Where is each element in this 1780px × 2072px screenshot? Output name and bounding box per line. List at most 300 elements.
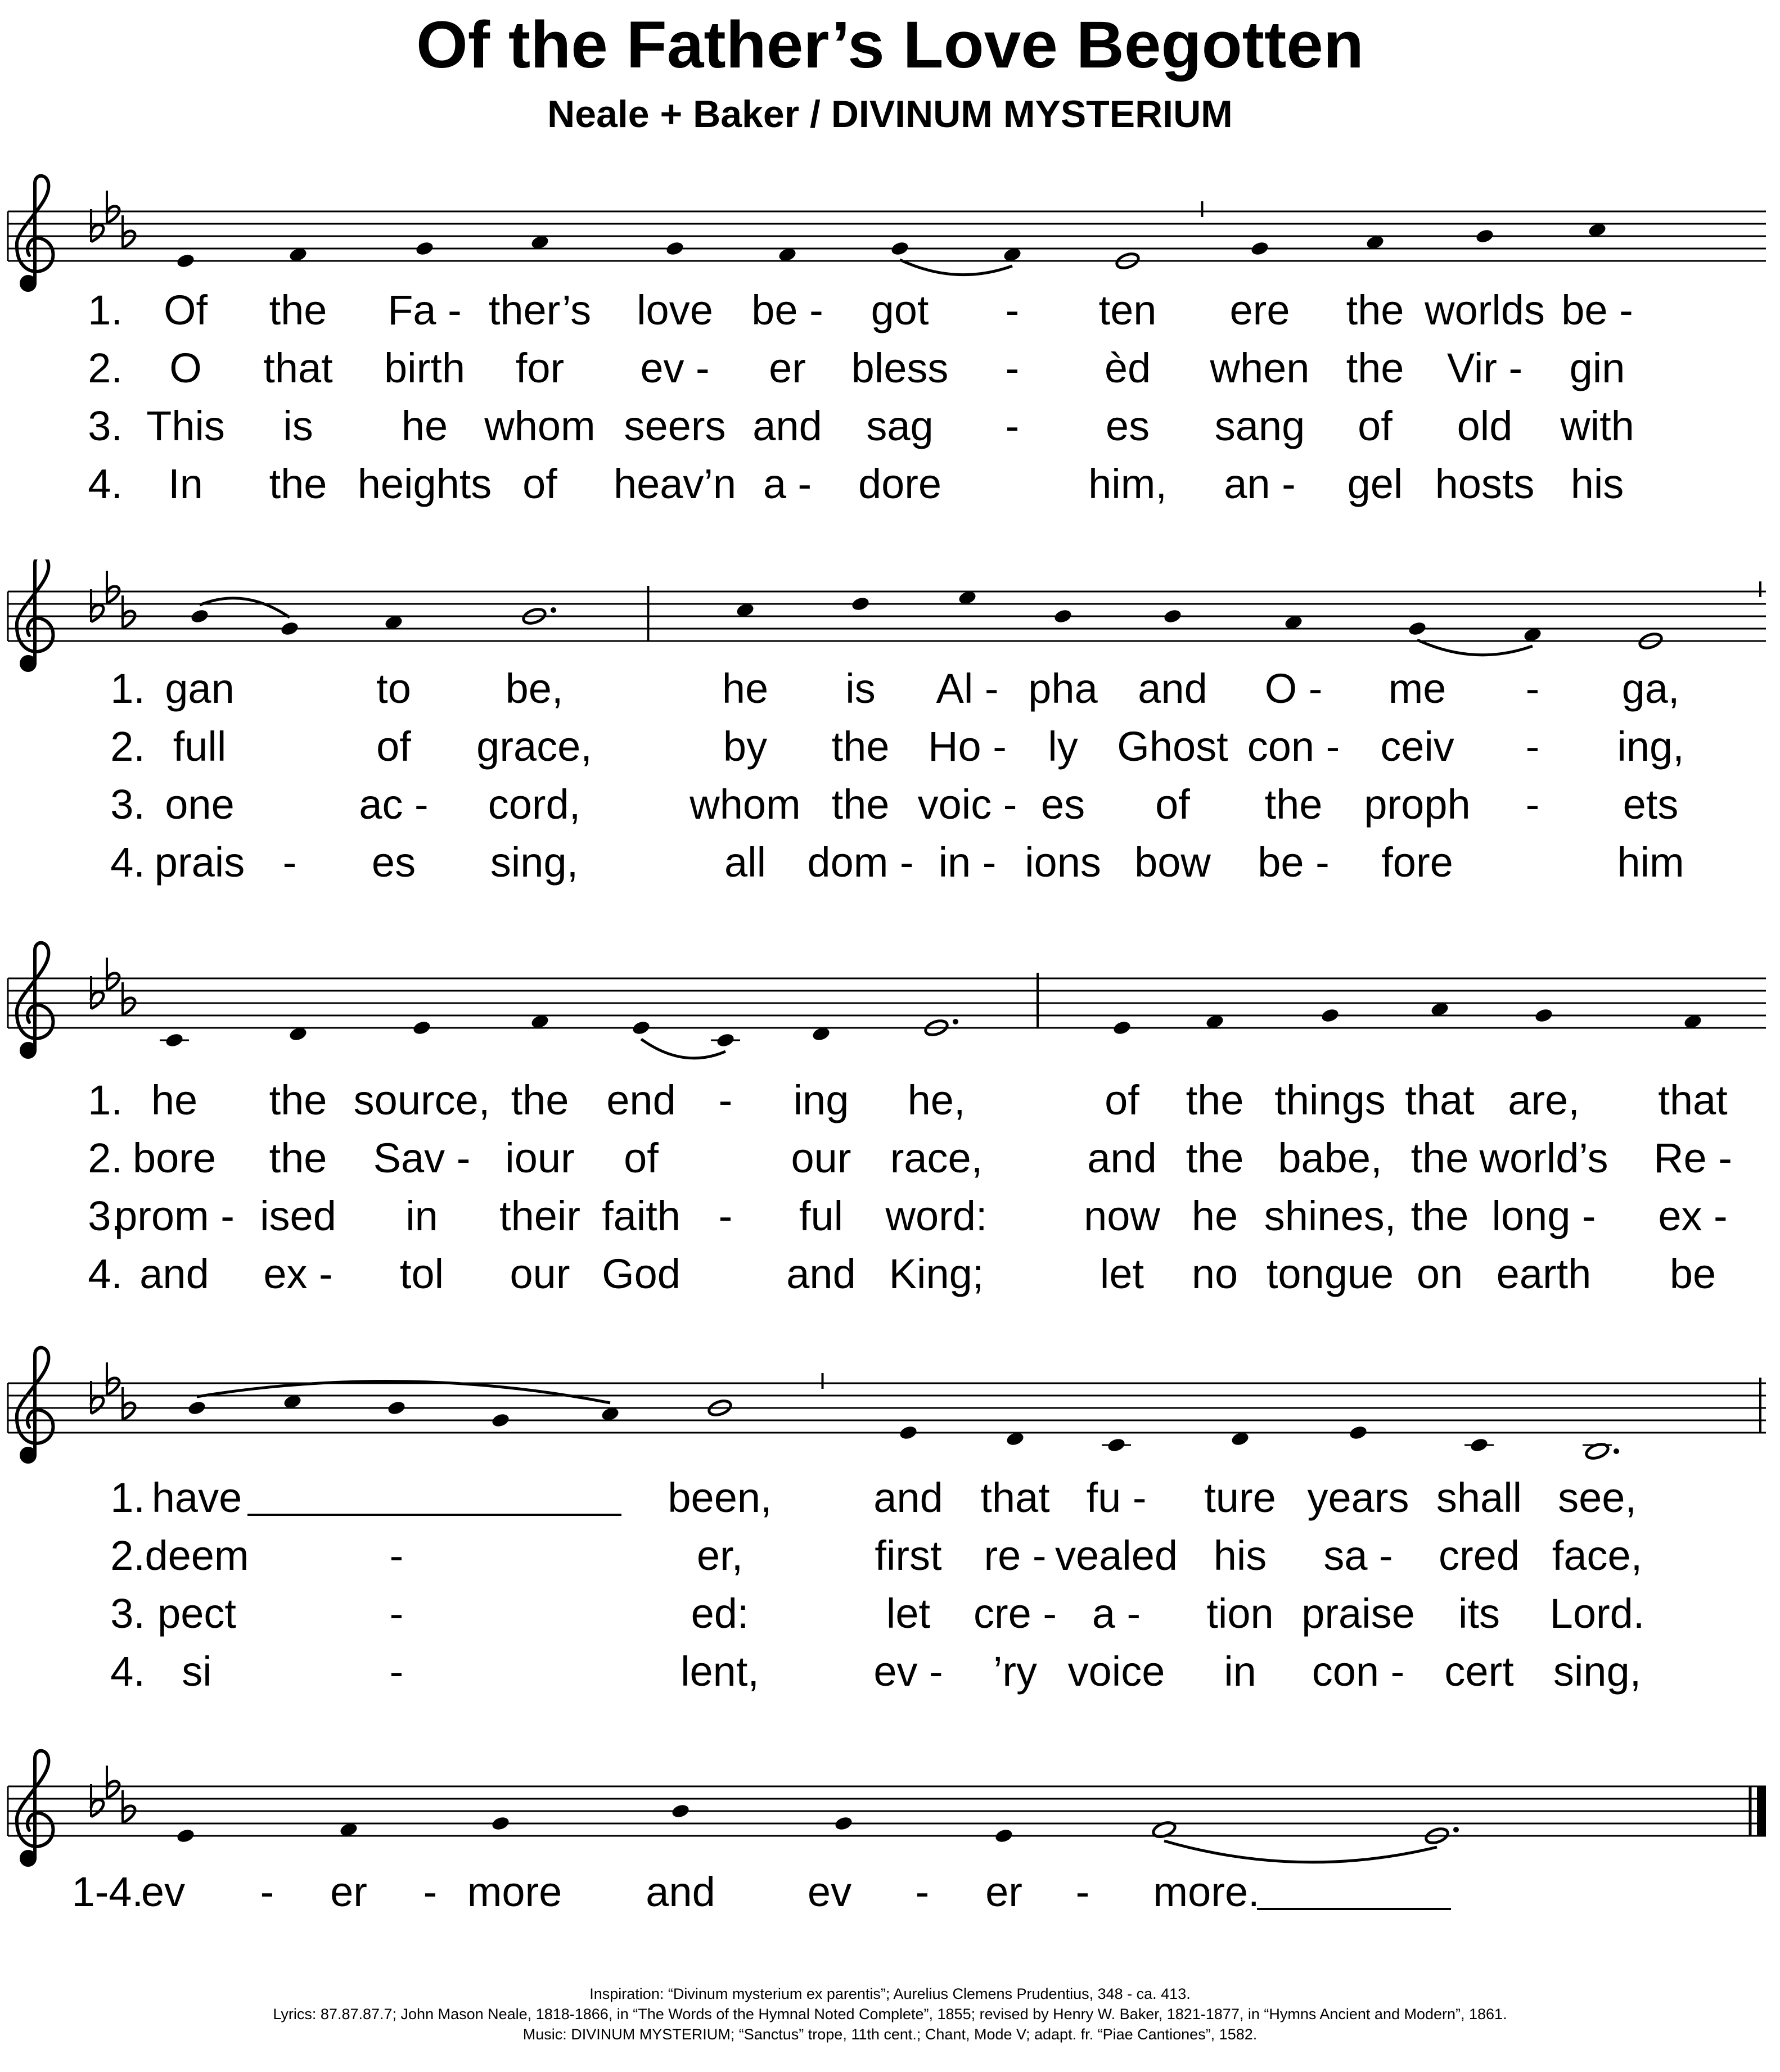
syllable: er — [769, 345, 806, 391]
verse-1-lyrics — [0, 1072, 1780, 1128]
syllable: tion — [1206, 1590, 1274, 1637]
syllable: - — [389, 1590, 404, 1637]
verse-4-lyrics — [0, 456, 1780, 512]
syllable: - — [1005, 403, 1020, 449]
syllable: be - — [1258, 839, 1330, 886]
syllable: our — [791, 1135, 851, 1181]
note — [1320, 1007, 1340, 1023]
syllable: es — [1040, 781, 1085, 828]
verse-number: 3. — [110, 1590, 145, 1637]
music-system-1 — [0, 160, 1780, 542]
syllable: ev - — [640, 345, 710, 391]
syllable: of — [624, 1135, 659, 1181]
syllable: the — [269, 1077, 327, 1123]
syllable: are, — [1508, 1077, 1580, 1123]
augmentation-dot — [953, 1019, 958, 1024]
note — [175, 252, 195, 269]
syllable: in - — [938, 839, 997, 886]
music-system-4 — [0, 1338, 1780, 1730]
syllable: the — [1346, 287, 1404, 333]
syllable: first — [875, 1532, 942, 1579]
treble-clef-icon — [17, 1348, 53, 1462]
verse-number: 3. — [110, 781, 145, 828]
flat-icon — [123, 1387, 135, 1420]
note — [490, 1815, 510, 1831]
flat-icon — [123, 1790, 135, 1823]
verse-2-lyrics — [0, 340, 1780, 396]
note — [1464, 1437, 1494, 1453]
syllable: our — [510, 1251, 570, 1297]
syllable: and — [873, 1474, 943, 1521]
note — [1407, 620, 1427, 637]
syllable: and — [786, 1251, 856, 1297]
syllable: the — [269, 461, 327, 507]
syllable: he — [1191, 1193, 1238, 1239]
key-signature — [91, 1766, 135, 1823]
syllable: ing, — [1617, 723, 1684, 770]
note — [1250, 240, 1269, 256]
note — [412, 1019, 431, 1036]
syllable: let — [886, 1590, 931, 1637]
augmentation-dot — [1614, 1448, 1619, 1454]
syllable: ful — [799, 1193, 844, 1239]
syllable: old — [1457, 403, 1513, 449]
note — [711, 1032, 740, 1048]
verse-4-lyrics — [0, 1246, 1780, 1302]
syllable: This — [146, 403, 225, 449]
verse-number: 3. — [88, 1193, 123, 1239]
augmentation-dot — [551, 607, 556, 613]
verse-1-lyrics — [0, 1864, 1780, 1920]
syllable: - — [260, 1868, 274, 1915]
syllable: his — [1213, 1532, 1267, 1579]
note — [280, 620, 299, 637]
syllable: the — [269, 1135, 327, 1181]
flat-icon — [107, 191, 119, 223]
syllable: race, — [890, 1135, 983, 1181]
hymn-subtitle: Neale + Baker / DIVINUM MYSTERIUM — [547, 93, 1233, 136]
syllable: In — [168, 461, 203, 507]
syllable: cord, — [488, 781, 581, 828]
syllable: God — [602, 1251, 681, 1297]
syllable: - — [282, 839, 297, 886]
syllable: the — [1411, 1135, 1469, 1181]
note — [850, 595, 870, 612]
syllable: face, — [1552, 1532, 1643, 1579]
syllable: cert — [1444, 1648, 1514, 1695]
note — [833, 1815, 853, 1831]
note — [631, 1019, 651, 1036]
syllable: sing, — [490, 839, 579, 886]
syllable: the — [269, 287, 327, 333]
syllable: their — [499, 1193, 580, 1239]
syllable: ere — [1229, 287, 1290, 333]
syllable: O - — [1264, 665, 1323, 712]
syllable: source, — [353, 1077, 490, 1123]
syllable: the — [511, 1077, 569, 1123]
syllable: that — [1658, 1077, 1728, 1123]
syllable: lent, — [681, 1648, 759, 1695]
syllable: the — [831, 723, 890, 770]
syllable: King; — [889, 1251, 984, 1297]
syllable: fu - — [1086, 1474, 1147, 1521]
syllable: him — [1617, 839, 1684, 886]
syllable: when — [1210, 345, 1310, 391]
syllable: that — [263, 345, 333, 391]
syllable: prais — [154, 839, 245, 886]
slur — [197, 1382, 610, 1403]
flat-icon — [107, 1766, 119, 1798]
verse-number: 4. — [110, 1648, 145, 1695]
syllable: be - — [1561, 287, 1633, 333]
key-signature — [91, 1362, 135, 1420]
syllable: - — [1525, 781, 1540, 828]
credit-lyrics: Lyrics: 87.87.87.7; John Mason Neale, 1818-1866, in “The Words of the Hymnal Noted Complete”, 1855; revised by Henry W. Baker, 1821-1877, in “Hymns Ancient and Modern”, 1861. — [273, 2006, 1507, 2023]
slur — [1164, 1841, 1437, 1862]
syllable: whom — [690, 781, 801, 828]
syllable: O — [169, 345, 202, 391]
verse-number: 4. — [110, 839, 145, 886]
flat-icon — [123, 595, 135, 628]
syllable: all — [724, 839, 767, 886]
syllable: - — [1525, 665, 1540, 712]
syllable: of — [376, 723, 411, 770]
syllable: and — [139, 1251, 209, 1297]
syllable: Vir - — [1446, 345, 1523, 391]
syllable: pect — [157, 1590, 236, 1637]
verse-3-lyrics — [0, 777, 1780, 833]
syllable: an - — [1224, 461, 1296, 507]
syllable: es — [1105, 403, 1150, 449]
syllable: the — [831, 781, 890, 828]
syllable: be, — [505, 665, 564, 712]
note — [1475, 228, 1494, 244]
syllable: years — [1307, 1474, 1409, 1521]
syllable: hosts — [1435, 461, 1535, 507]
syllable: re - — [984, 1532, 1047, 1579]
syllable: babe, — [1278, 1135, 1382, 1181]
syllable: is — [845, 665, 876, 712]
syllable: worlds — [1425, 287, 1545, 333]
syllable: in — [405, 1193, 438, 1239]
syllable: end — [606, 1077, 676, 1123]
verse-1-lyrics — [0, 661, 1780, 717]
verse-number: 2. — [110, 723, 145, 770]
syllable: more — [467, 1868, 562, 1915]
note — [1102, 1437, 1131, 1453]
verse-number: 4. — [88, 461, 123, 507]
syllable: Ho - — [928, 723, 1007, 770]
syllable: voice — [1067, 1648, 1165, 1695]
verse-number: 2. — [110, 1532, 145, 1579]
slur — [1417, 640, 1533, 655]
syllable: con - — [1312, 1648, 1405, 1695]
syllable: bow — [1134, 839, 1211, 886]
syllable: - — [389, 1532, 404, 1579]
syllable: a - — [763, 461, 812, 507]
note — [190, 608, 209, 624]
key-signature — [91, 958, 135, 1015]
syllable: of — [522, 461, 557, 507]
note — [160, 1032, 189, 1048]
verse-number: 1. — [110, 665, 145, 712]
syllable: its — [1458, 1590, 1500, 1637]
credit-music: Music: DIVINUM MYSTERIUM; “Sanctus” trope, 11th cent.; Chant, Mode V; adapt. fr. “Piae Cantiones”, 1582. — [522, 2026, 1258, 2043]
note — [890, 240, 909, 256]
slur — [641, 1039, 725, 1058]
note — [1053, 608, 1072, 624]
syllable: ev — [807, 1868, 852, 1915]
syllable: heights — [357, 461, 492, 507]
syllable: ev — [141, 1868, 186, 1915]
syllable: Sav - — [373, 1135, 471, 1181]
note — [994, 1827, 1013, 1844]
syllable: bore — [132, 1135, 217, 1181]
syllable: and — [646, 1868, 715, 1915]
syllable: in — [1224, 1648, 1256, 1695]
verse-2-lyrics — [0, 1528, 1780, 1584]
syllable: word: — [885, 1193, 988, 1239]
syllable: is — [283, 403, 313, 449]
verse-number: 3. — [88, 403, 123, 449]
syllable: gin — [1569, 345, 1625, 391]
syllable: shall — [1436, 1474, 1522, 1521]
syllable: - — [1525, 723, 1540, 770]
credit-inspiration: Inspiration: “Divinum mysterium ex parentis”; Aurelius Clemens Prudentius, 348 - ca. 413. — [589, 1985, 1191, 2002]
syllable: ets — [1623, 781, 1679, 828]
note — [175, 1827, 195, 1844]
syllable: tongue — [1266, 1251, 1394, 1297]
syllable: ex - — [1658, 1193, 1728, 1239]
melisma-extender — [1257, 1908, 1451, 1910]
note — [665, 240, 684, 256]
syllable: es — [371, 839, 416, 886]
syllable: he — [401, 403, 448, 449]
hymn-title: Of the Father’s Love Begotten — [416, 8, 1364, 82]
verse-1-lyrics — [0, 282, 1780, 338]
syllable: er, — [696, 1532, 743, 1579]
syllable: he — [151, 1077, 198, 1123]
syllable: iour — [505, 1135, 575, 1181]
syllable: ex - — [263, 1251, 333, 1297]
syllable: see, — [1558, 1474, 1637, 1521]
verse-number: 2. — [88, 345, 123, 391]
syllable: prom - — [114, 1193, 235, 1239]
syllable: ed: — [691, 1590, 749, 1637]
syllable: ’ry — [993, 1648, 1038, 1695]
syllable: and — [752, 403, 822, 449]
syllable: ised — [260, 1193, 336, 1239]
verse-number: 1. — [110, 1474, 145, 1521]
syllable: me — [1388, 665, 1446, 712]
verse-number: 4. — [88, 1251, 123, 1297]
syllable: have — [151, 1474, 242, 1521]
syllable: long - — [1491, 1193, 1596, 1239]
syllable: now — [1084, 1193, 1160, 1239]
slur — [900, 260, 1012, 275]
syllable: Lord. — [1549, 1590, 1645, 1637]
syllable: ev - — [873, 1648, 943, 1695]
syllable: ac - — [359, 781, 429, 828]
syllable: been, — [668, 1474, 772, 1521]
slur — [200, 598, 290, 617]
syllable: er — [330, 1868, 367, 1915]
syllable: ing — [793, 1077, 849, 1123]
syllable: Re - — [1653, 1135, 1732, 1181]
syllable: by — [723, 723, 768, 770]
verse-3-lyrics — [0, 398, 1780, 454]
syllable: sang — [1214, 403, 1305, 449]
syllable: sag — [866, 403, 934, 449]
syllable: and — [1138, 665, 1207, 712]
syllable: voic - — [917, 781, 1017, 828]
syllable: a - — [1092, 1590, 1141, 1637]
syllable: ture — [1204, 1474, 1276, 1521]
syllable: - — [423, 1868, 438, 1915]
syllable: ther’s — [488, 287, 592, 333]
treble-clef-icon — [17, 559, 53, 670]
music-system-5 — [0, 1748, 1780, 1950]
syllable: cre - — [974, 1590, 1057, 1637]
syllable: that — [980, 1474, 1050, 1521]
verse-number: 1-4. — [71, 1868, 143, 1915]
syllable: the — [1186, 1077, 1244, 1123]
note — [490, 1412, 510, 1428]
augmentation-dot — [1453, 1827, 1459, 1832]
syllable: he, — [907, 1077, 966, 1123]
treble-clef-icon — [17, 943, 53, 1057]
syllable: ions — [1025, 839, 1101, 886]
syllable: dom - — [807, 839, 914, 886]
syllable: seers — [624, 403, 726, 449]
syllable: si — [182, 1648, 212, 1695]
syllable: proph — [1364, 781, 1471, 828]
flat-icon — [107, 1362, 119, 1395]
syllable: things — [1274, 1077, 1386, 1123]
verse-2-lyrics — [0, 719, 1780, 775]
syllable: earth — [1496, 1251, 1592, 1297]
syllable: full — [173, 723, 227, 770]
syllable: with — [1560, 403, 1634, 449]
verse-number: 2. — [88, 1135, 123, 1181]
credits — [0, 1984, 1780, 2044]
syllable: be - — [751, 287, 823, 333]
syllable: - — [1005, 345, 1020, 391]
syllable: - — [1075, 1868, 1090, 1915]
verse-number: 1. — [88, 287, 123, 333]
syllable: Ghost — [1117, 723, 1228, 770]
syllable: and — [1087, 1135, 1157, 1181]
syllable: gan — [165, 665, 235, 712]
syllable: world’s — [1479, 1135, 1608, 1181]
treble-clef-icon — [17, 176, 53, 290]
verse-3-lyrics — [0, 1586, 1780, 1642]
verse-number: 1. — [88, 1077, 123, 1123]
syllable: cred — [1439, 1532, 1520, 1579]
note — [670, 1803, 690, 1819]
syllable: dore — [858, 461, 942, 507]
syllable: gel — [1347, 461, 1403, 507]
syllable: of — [1155, 781, 1190, 828]
note — [1348, 1424, 1368, 1441]
syllable: for — [515, 345, 565, 391]
syllable: him, — [1088, 461, 1167, 507]
syllable: pha — [1028, 665, 1098, 712]
syllable: faith — [602, 1193, 681, 1239]
music-system-2 — [0, 559, 1780, 920]
syllable: grace, — [476, 723, 592, 770]
syllable: - — [389, 1648, 404, 1695]
verse-3-lyrics — [0, 1188, 1780, 1244]
syllable: love — [637, 287, 713, 333]
syllable: - — [718, 1193, 733, 1239]
note — [1534, 1007, 1553, 1023]
syllable: the — [1264, 781, 1323, 828]
flat-icon — [123, 215, 135, 248]
syllable: Fa - — [387, 287, 462, 333]
syllable: the — [1411, 1193, 1469, 1239]
key-signature — [91, 571, 135, 628]
syllable: he — [722, 665, 769, 712]
syllable: er — [985, 1868, 1022, 1915]
syllable: Al - — [936, 665, 999, 712]
treble-clef-icon — [17, 1751, 53, 1865]
verse-4-lyrics — [0, 1644, 1780, 1700]
syllable: ga, — [1621, 665, 1680, 712]
syllable: praise — [1301, 1590, 1415, 1637]
note — [1583, 1442, 1619, 1461]
syllable: - — [1005, 287, 1020, 333]
syllable: sing, — [1553, 1648, 1642, 1695]
verse-4-lyrics — [0, 834, 1780, 891]
syllable: vealed — [1055, 1532, 1178, 1579]
syllable: his — [1570, 461, 1624, 507]
syllable: got — [871, 287, 929, 333]
melisma-extender — [247, 1514, 621, 1516]
syllable: the — [1346, 345, 1404, 391]
syllable: to — [376, 665, 411, 712]
syllable: Of — [163, 287, 208, 333]
note — [386, 1400, 406, 1416]
note — [1112, 1019, 1132, 1036]
syllable: no — [1191, 1251, 1238, 1297]
syllable: of — [1358, 403, 1393, 449]
flat-icon — [107, 958, 119, 990]
syllable: èd — [1104, 345, 1151, 391]
verse-1-lyrics — [0, 1470, 1780, 1526]
music-system-3 — [0, 936, 1780, 1332]
syllable: ceiv — [1380, 723, 1454, 770]
syllable: - — [915, 1868, 930, 1915]
syllable: of — [1105, 1077, 1139, 1123]
syllable: fore — [1381, 839, 1453, 886]
note — [414, 240, 434, 256]
syllable: birth — [384, 345, 465, 391]
syllable: more. — [1153, 1868, 1260, 1915]
syllable: the — [1186, 1135, 1244, 1181]
syllable: on — [1416, 1251, 1463, 1297]
syllable: heav’n — [613, 461, 737, 507]
syllable: sa - — [1323, 1532, 1393, 1579]
flat-icon — [107, 571, 119, 603]
key-signature — [91, 191, 135, 248]
verse-2-lyrics — [0, 1130, 1780, 1186]
note — [898, 1424, 918, 1441]
syllable: ly — [1048, 723, 1078, 770]
note — [1162, 608, 1182, 624]
syllable: con - — [1247, 723, 1340, 770]
syllable: - — [718, 1077, 733, 1123]
